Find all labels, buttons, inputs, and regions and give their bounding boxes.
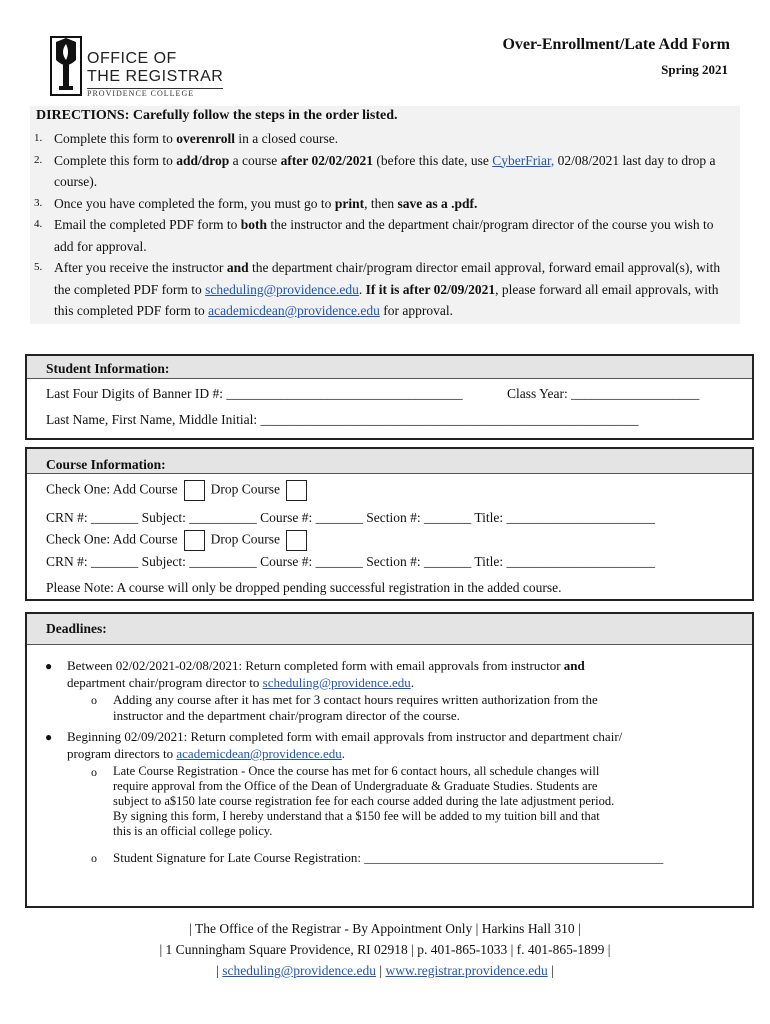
course-information-section	[25, 447, 754, 601]
student-information-heading: Student Information:	[27, 356, 752, 379]
drop-course-checkbox-1[interactable]	[286, 480, 307, 501]
direction-item: 5. After you receive the instructor and the department chair/program director email approval, forward email approval(s), with the completed PDF form to scheduling@providence.edu. If it is after 02/09/2021, please forward all email approvals, with this completed PDF form to academicdean@providence.edu for approval.	[30, 257, 735, 322]
scheduling-email-link[interactable]: scheduling@providence.edu	[262, 675, 411, 690]
add-course-label: Check One: Add Course	[46, 531, 178, 547]
item-number: 4.	[34, 218, 43, 230]
academicdean-email-link[interactable]: academicdean@providence.edu	[176, 746, 342, 761]
item-number: 1.	[34, 132, 43, 144]
directions-list	[30, 128, 735, 322]
directions-heading: DIRECTIONS: Carefully follow the steps in the order listed.	[36, 108, 398, 123]
academicdean-email-link[interactable]: academicdean@providence.edu	[208, 303, 380, 318]
course-check-row-1	[46, 480, 313, 501]
cyberfriar-link[interactable]: CyberFriar,	[492, 152, 555, 168]
direction-item: 4. Email the completed PDF form to both the instructor and the department chair/program director of the course you wish to add for approval.	[30, 214, 735, 257]
direction-item: 2. Complete this form to add/drop a course after 02/02/2021 (before this date, use CyberFriar, 02/08/2021 last day to drop a course).	[30, 150, 735, 193]
sub-bullet-icon: o	[91, 765, 97, 779]
torch-logo-icon	[50, 36, 82, 96]
direction-item: 3. Once you have completed the form, you must go to print, then save as a .pdf.	[30, 193, 735, 215]
drop-course-checkbox-2[interactable]	[286, 530, 307, 551]
student-name-field[interactable]: Last Name, First Name, Middle Initial: ________________________________________________________	[46, 412, 639, 427]
add-course-label: Check One: Add Course	[46, 481, 178, 497]
deadlines-section: Deadlines: ● Between 02/02/2021-02/08/2021: Return completed form with email approvals from instructor and department chair/program director to scheduling@providence.edu. o Adding any course after it has met for 3 contact hours requires written authorization from the instructor and the department chair/program director of the course. ● Beginning 02/09/2021: Return completed form with email approvals from instructor and department chair/ program directors to academicdean@providence.edu. o Late Course Registration - Once the course has met for 6 contact hours, all schedule changes will require approval from the Office of the Dean of Undergraduate & Graduate Studies. Students are subject to a$150 late course registration fee for each course added during the late adjustment period. By signing this form, I hereby understand that a $150 fee will be added to my tuition bill and that this is an official college policy. o Student Signature for Late Course Registration: ______________________________________________	[25, 612, 754, 908]
student-information-section	[25, 354, 754, 440]
item-number: 5.	[34, 261, 43, 273]
deadline-item-2: Beginning 02/09/2021: Return completed form with email approvals from instructor and department chair/	[67, 729, 623, 744]
direction-item: 1. Complete this form to overenroll in a closed course.	[30, 128, 735, 150]
footer-line-3: | scheduling@providence.edu | www.registrar.providence.edu |	[216, 963, 554, 978]
sub-bullet-icon: o	[91, 851, 97, 865]
logo-text-line2: THE REGISTRAR	[87, 68, 223, 89]
footer-line-1: | The Office of the Registrar - By Appointment Only | Harkins Hall 310 |	[189, 921, 581, 936]
form-title: Over-Enrollment/Late Add Form	[502, 36, 730, 53]
footer-scheduling-link[interactable]: scheduling@providence.edu	[222, 963, 377, 978]
student-signature-field[interactable]: Student Signature for Late Course Registration: ______________________________________________	[113, 850, 664, 865]
scheduling-email-link[interactable]: scheduling@providence.edu	[205, 281, 359, 297]
item-number: 3.	[34, 196, 43, 209]
course-check-row-2	[46, 530, 313, 551]
course-details-row-2[interactable]: CRN #: _______ Subject: __________ Course #: _______ Section #: _______ Title: ______________________	[46, 554, 656, 569]
drop-note: Please Note: A course will only be dropped pending successful registration in the added course.	[46, 580, 562, 595]
logo-text-line3: PROVIDENCE COLLEGE	[87, 89, 195, 98]
item-number: 2.	[34, 153, 43, 166]
course-information-heading: Course Information:	[27, 449, 752, 474]
sub-bullet-icon: o	[91, 693, 97, 707]
logo-text-line1: OFFICE OF	[87, 50, 177, 67]
add-course-checkbox-1[interactable]	[184, 480, 205, 501]
directions-panel	[30, 106, 740, 324]
footer-website-link[interactable]: www.registrar.providence.edu	[385, 963, 548, 978]
form-term: Spring 2021	[661, 62, 728, 77]
drop-course-label: Drop Course	[210, 481, 280, 497]
class-year-field[interactable]: Class Year: ___________________	[507, 386, 700, 401]
bullet-icon: ●	[45, 730, 53, 744]
deadline-subitem-1: Adding any course after it has met for 3 contact hours requires written authorization from the	[113, 692, 598, 707]
bullet-icon: ●	[45, 659, 53, 673]
footer-line-2: | 1 Cunningham Square Providence, RI 02918 | p. 401-865-1033 | f. 401-865-1899 |	[159, 942, 611, 957]
banner-id-field[interactable]: Last Four Digits of Banner ID #: ___________________________________	[46, 386, 463, 401]
add-course-checkbox-2[interactable]	[184, 530, 205, 551]
drop-course-label: Drop Course	[210, 531, 280, 547]
course-details-row-1[interactable]: CRN #: _______ Subject: __________ Course #: _______ Section #: _______ Title: ______________________	[46, 510, 656, 525]
deadlines-heading: Deadlines:	[27, 614, 752, 645]
deadline-item-1: Between 02/02/2021-02/08/2021: Return completed form with email approvals from instructor and	[67, 658, 585, 673]
late-registration-note: Late Course Registration - Once the course has met for 6 contact hours, all schedule changes will require approval from the Office of the Dean of Undergraduate & Graduate Studies. Students are subject to a$150 late course registration fee for each course added during the late adjustment period. By signing this form, I hereby understand that a $150 fee will be added to my tuition bill and that this is an official college policy.	[113, 764, 615, 838]
registrar-logo	[50, 36, 230, 100]
